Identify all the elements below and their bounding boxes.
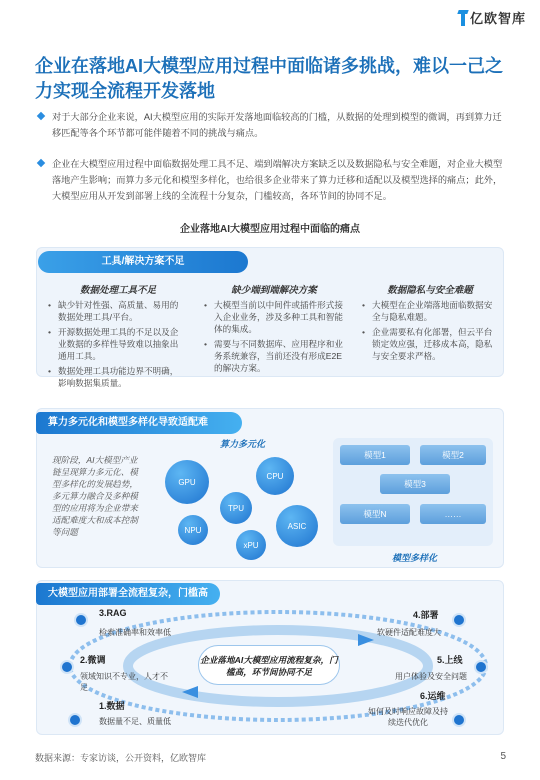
column-head-e2e: 缺少端到端解决方案 (231, 285, 317, 296)
maintenance-icon (452, 713, 466, 727)
page-title: 企业在落地AI大模型应用过程中面临诸多挑战，难以一己之力实现全流程开发落地 (35, 56, 503, 101)
stage-rag-desc: 检索准确率和效率低 (99, 628, 171, 637)
column-head-privacy: 数据隐私与安全难题 (387, 285, 473, 296)
tune-icon (60, 660, 74, 674)
bullet-paragraph-1 (38, 109, 504, 141)
section-compute-tab: 算力多元化和模型多样化导致适配难 (36, 412, 242, 434)
logo-mark-icon (458, 10, 468, 26)
model-box-2: 模型2 (420, 445, 486, 465)
search-icon (74, 613, 88, 627)
bullet-paragraph-2 (38, 156, 504, 204)
bullet-text-2: 企业在大模型应用过程中面临数据处理工具不足、端到端解决方案缺乏以及数据隐私与安全难题，对企业大模型落地产生影响；而算力多元化和模型多样化，也给很多企业带来了算力迁移和适配以及模型选择的痛点；此外，大模型应用从开发到部署上线的全流程十分复杂，门槛较高，各环节间的协同不足。 (52, 159, 503, 201)
stage-ops-desc: 如何及时响应故障及持续迭代优化 (368, 707, 448, 727)
compute-description: 现阶段，AI大模型产业链呈现算力多元化、模型多样化的发展趋势，多元算力融合及多种模型的应用将为企业带来适配难度大和成本控制等问题 (52, 455, 138, 537)
stage-finetune-title: 2.微调 (80, 655, 106, 665)
list-item: • 需要与不同数据库、应用程序和业务系统兼容，当前还没有形成E2E的解决方案。 (202, 338, 348, 374)
stage-finetune-desc: 领域知识不专业，人才不足 (80, 672, 168, 692)
chip-xpu: xPU (236, 530, 266, 560)
stage-deploy-desc: 软硬件适配难度大 (377, 628, 441, 637)
bullet-text-1: 对于大部分企业来说，AI大模型应用的实际开发落地面临较高的门槛，从数据的处理到模型的微调，再到算力迁移匹配等各个环节都可能伴随着不同的挑战与痛点。 (52, 112, 502, 138)
chip-cpu: CPU (256, 457, 294, 495)
column-head-data-tools: 数据处理工具不足 (79, 285, 156, 296)
list-item: • 开源数据处理工具的不足以及企业数据的多样性导致难以抽象出通用工具。 (46, 326, 186, 362)
list-item: • 缺少针对性强、高质量、易用的数据处理工具/平台。 (46, 299, 186, 323)
chip-gpu: GPU (165, 460, 209, 504)
compute-label: 算力多元化 (220, 439, 266, 449)
logo-text: 亿欧智库 (469, 11, 526, 26)
chip-tpu: TPU (220, 492, 252, 524)
brand-logo (458, 8, 526, 27)
list-item: • 企业需要私有化部署，但云平台锁定效应强，迁移成本高，隐私与安全要求严格。 (360, 326, 498, 362)
page-number: 5 (500, 751, 506, 762)
launch-icon (474, 660, 488, 674)
stage-rag-title: 3.RAG (99, 608, 127, 618)
stage-ops-title: 6.运维 (420, 691, 446, 701)
list-item: • 大模型当前以中间件或插件形式接入企业业务，涉及多种工具和智能体的集成。 (202, 299, 348, 335)
section-deploy-tab: 大模型应用部署全流程复杂，门槛高 (36, 583, 220, 605)
list-item: • 大模型在企业端落地面临数据安全与隐私难题。 (360, 299, 498, 323)
deploy-icon (452, 613, 466, 627)
list-item: • 数据处理工具功能边界不明确，影响数据集质量。 (46, 365, 186, 389)
section-tools-tab: 工具/解决方案不足 (38, 251, 248, 273)
chip-npu: NPU (178, 515, 208, 545)
model-box-1: 模型1 (340, 445, 410, 465)
stage-data-desc: 数据量不足、质量低 (99, 717, 171, 726)
column-list-data-tools (46, 299, 186, 392)
figure-title: 企业落地AI大模型应用过程中面临的痛点 (180, 224, 360, 235)
model-box-n: 模型N (340, 504, 410, 524)
stage-deploy-title: 4.部署 (413, 610, 439, 620)
model-box-3: 模型3 (380, 474, 450, 494)
data-source: 数据来源：专家访谈，公开资料，亿欧智库 (35, 753, 207, 763)
stage-launch-title: 5.上线 (437, 655, 463, 665)
diamond-bullet-icon (37, 112, 45, 120)
process-center-statement: 企业落地AI大模型应用流程复杂，门槛高，环节间协同不足 (198, 645, 340, 685)
diamond-bullet-icon (37, 159, 45, 167)
stage-data-title: 1.数据 (99, 701, 125, 711)
column-list-privacy (360, 299, 498, 365)
model-box-more: …… (420, 504, 486, 524)
stage-launch-desc: 用户体验及安全问题 (395, 672, 467, 681)
column-list-e2e (202, 299, 348, 377)
model-label: 模型多样化 (392, 553, 438, 563)
chip-asic: ASIC (276, 505, 318, 547)
database-icon (68, 713, 82, 727)
